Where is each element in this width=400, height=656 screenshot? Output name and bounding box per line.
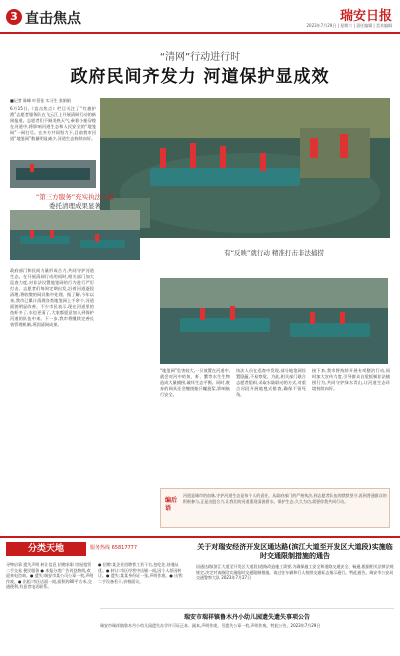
left-caption-title: “第三方服务”充实执法力量: [35, 193, 115, 201]
article-column-1: 政府部门和民间力量形成合力,共同守护河道生态。在开展清网行动的同时,相关部门加大巡查力度,对非法设置地笼网的行为进行严厉打击。志愿者们每周定期出发,沿着河道逐段清理,将收缴的网具集中处理。据了解,今年以来,我市已累计清理各类地笼网上千余个,河道面貌明显改善。不少市民表示,现在河道里的鱼虾多了,水也更清了,大家都愿意加入到保护河道的队伍中来。下一步,我市将继续完善长效管理机制,巩固清网成果。: [10, 268, 94, 327]
left-photo-tv-still: [10, 160, 96, 188]
newspaper-logo: 瑞安日报: [339, 9, 392, 24]
right-photo-scene: [160, 278, 388, 364]
main-photo-cleanup-boats: [100, 98, 390, 238]
left-photo2-scene: [10, 210, 140, 260]
left-photo-river-boats: [10, 210, 140, 260]
section-title: 直击焦点: [25, 11, 81, 27]
left-caption-subtitle: 委托清理成果显著: [49, 202, 101, 210]
article-column-2: “地笼网”危害较大,一旦放置在河道中,就会对河中的鱼、虾、蟹等水生生物造成大量捕捞,破坏生态平衡。同时,废弃的网具还会缠绕船只螺旋桨,影响航行安全。: [160, 368, 230, 397]
right-photo-enforcement: [160, 278, 388, 364]
traffic-notice-body: 因通达路(滨江大道至开发区大道段)道路改造施工需要,为确保施工安全和道路交通安全、畅通,根据相关法律法规规定,决定对该路段实施临时交通限制措施。请过往车辆和行人按照交通标志指示通行。特此通告。瑞安市公安局交通警察大队 2023年7月27日: [196, 564, 394, 580]
classified-phone: 服务热线 65817777: [90, 545, 138, 551]
article-byline: ■记者 陈峰 叶蓓佳 实习生 张娟娟: [10, 98, 71, 103]
date-line: 2023年7月29日 | 星期六 | 责任编辑 | 美术编辑: [306, 23, 392, 28]
traffic-notice-title: 关于对瑞安经济开发区通达路(滨江大道至开发区大道段)实施临时交通限制措施的通告: [197, 543, 393, 560]
classified-title: 分类天地: [6, 542, 86, 556]
loss-notice: [100, 608, 394, 652]
left-photo-scene: [10, 160, 96, 188]
main-photo-caption: 有“反映”就行动 精准打击非法捕捞: [224, 249, 324, 257]
section-number: 3: [6, 9, 22, 25]
editor-note-text: 河道是城市的血脉,守护河道生态是每个人的责任。从政府部门的严格执法,到志愿者队伍的默默坚守,再到普通群众的积极参与,正是这股合力,让我们的河道重现清波碧水。保护生态,久久为功,需要你我共同行动。: [183, 493, 387, 504]
editor-note-label: 编后语: [165, 497, 178, 512]
article-headline: 政府民间齐发力 河道保护显成效: [70, 67, 330, 87]
main-photo-scene: [100, 98, 390, 238]
left-photo-caption: [10, 192, 140, 210]
traffic-notice: [196, 543, 394, 603]
loss-notice-body: 瑞安市瑞祥镇鲁木丹小幼儿园遗失办学许可证正本、副本,声明作废。另遗失公章一枚,声明作废。特此公告。2023年7月29日: [100, 623, 321, 628]
article-column-3: 执法人员在巡查中发现,部分地笼网设置隐蔽,不易察觉。为此,相关部门联合志愿者组织,采取水陆联动的方式,对重点河段开展地毯式排查,确保不留死角。: [236, 368, 306, 397]
editor-note: [160, 488, 390, 528]
article-lead: 6月15日,《直击焦点》栏目关注了“红旗护渔”志愿者服务队在飞云江上开展清网行动的新闻报道。志愿者们不顾炎热天气,乘着小船穿梭在河道中,将影响河道生态和人民安全的“地笼网”一网打尽。在多方共同努力下,目前我市河道“地笼网”数量明显减少,河道生态持续向好。: [10, 106, 96, 141]
article-kicker: “清网”行动进行时: [159, 52, 241, 63]
page-header: [0, 0, 400, 34]
section-divider: [0, 536, 400, 538]
loss-notice-title: 瑞安市瑞祥镇鲁木丹小幼儿园遗失遗失事项公告: [183, 614, 310, 621]
classified-column-left: 寻物启事 遗失声明 转让信息 招聘求职 房屋租赁 二手交易 便民服务 ● 本报分类广告刊登热线,欢迎来电咨询。● 遗失:瑞安市某公司公章一枚,声明作废。● 出租:市区店面一间,面积约80平方米,交通便利,有意者电话联系。: [6, 562, 94, 590]
article-column-4: 接下来,我市将持续开展专项整治行动,同时加大宣传力度,引导群众自觉抵制非法捕捞行为,共同守护绿水青山,让河道生态环境持续向好。: [312, 368, 390, 391]
classified-column-right: ● 招聘:某企业招聘普工若干名,包吃住,待遇从优。● 转让:市区经营中店铺一间,因个人原因转让。● 遗失:某某身份证一张,声明作废。● 出售:二手设备若干,价格面议。: [98, 562, 184, 584]
